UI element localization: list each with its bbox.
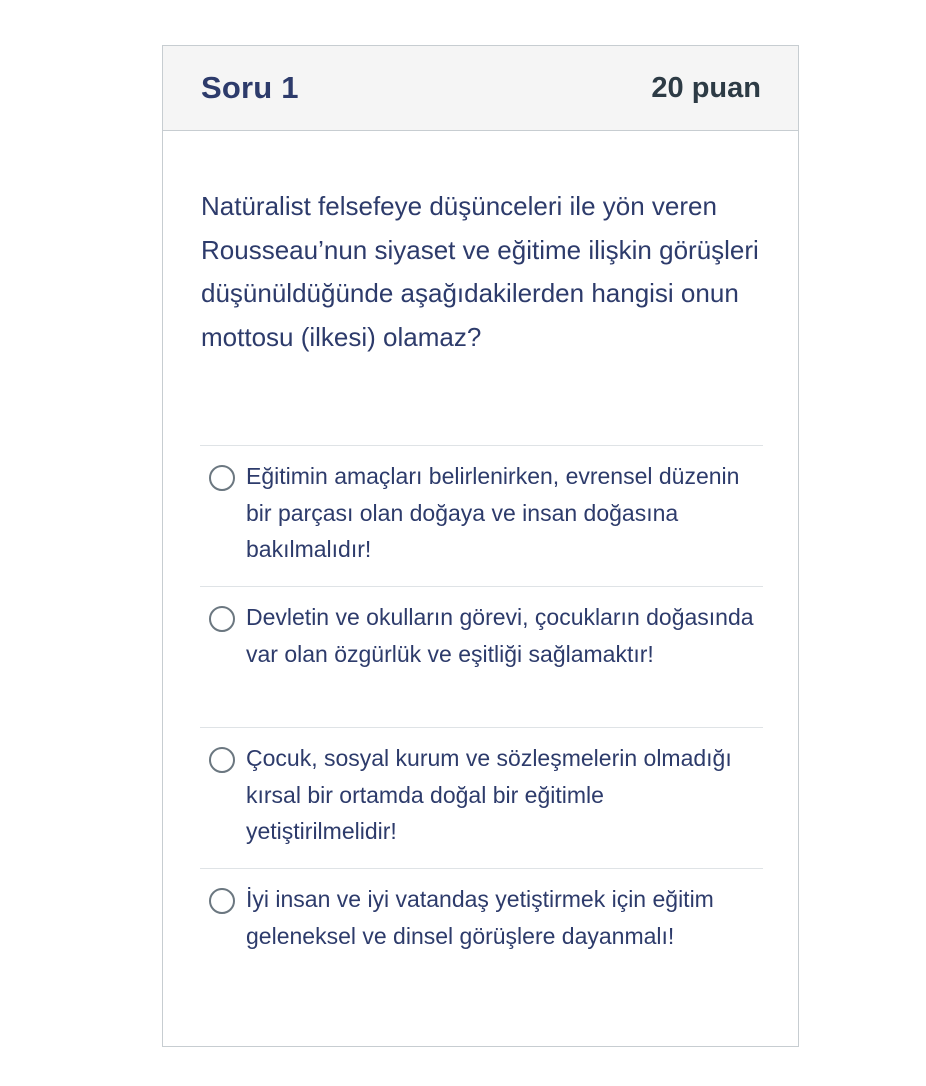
- question-title: Soru 1: [201, 70, 299, 105]
- answer-option-4[interactable]: [200, 868, 763, 1009]
- question-points: 20 puan: [651, 71, 761, 104]
- answer-option-2[interactable]: [200, 586, 763, 727]
- question-card: [162, 45, 799, 1047]
- answer-list: [200, 445, 763, 1009]
- radio-unchecked-icon[interactable]: [209, 747, 235, 773]
- answer-option-1[interactable]: [200, 445, 763, 586]
- radio-unchecked-icon[interactable]: [209, 606, 235, 632]
- radio-unchecked-icon[interactable]: [209, 888, 235, 914]
- answer-option-label[interactable]: Çocuk, sosyal kurum ve sözleşmelerin olmadığı kırsal bir ortamda doğal bir eğitimle yetiştirilmelidir!: [246, 745, 732, 844]
- radio-unchecked-icon[interactable]: [209, 465, 235, 491]
- answer-option-label[interactable]: Devletin ve okulların görevi, çocukların doğasında var olan özgürlük ve eşitliği sağlamaktır!: [246, 604, 754, 667]
- answer-option-label[interactable]: İyi insan ve iyi vatandaş yetiştirmek için eğitim geleneksel ve dinsel görüşlere dayanmalı!: [246, 886, 714, 949]
- answer-option-label[interactable]: Eğitimin amaçları belirlenirken, evrensel düzenin bir parçası olan doğaya ve insan doğasına bakılmalıdır!: [246, 463, 740, 562]
- question-text: Natüralist felsefeye düşünceleri ile yön veren Rousseau’nun siyaset ve eğitime ilişkin görüşleri düşünüldüğünde aşağıdakilerden hangisi onun mottosu (ilkesi) olamaz?: [201, 191, 759, 352]
- answer-option-3[interactable]: [200, 727, 763, 868]
- question-header: [163, 46, 798, 131]
